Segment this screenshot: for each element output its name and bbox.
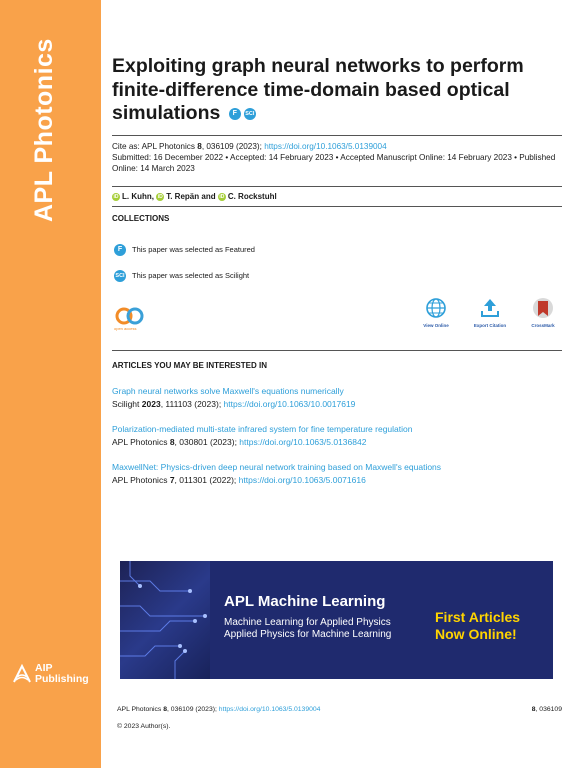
related-journal: APL Photonics bbox=[112, 436, 170, 447]
related-doi-link[interactable]: https://doi.org/10.1063/5.0071616 bbox=[238, 474, 366, 485]
article-title-text: Exploiting graph neural networks to perform finite-difference time-domain based optical simulations bbox=[112, 55, 524, 124]
cite-volume: 8 bbox=[197, 142, 202, 151]
orcid-icon[interactable]: iD bbox=[157, 193, 163, 200]
footer-volume: 8 bbox=[163, 706, 168, 713]
author-name[interactable]: L. Kuhn bbox=[122, 192, 152, 201]
banner-cta-line: Now Online! bbox=[435, 626, 517, 642]
globe-icon bbox=[425, 297, 447, 319]
related-article-title[interactable]: MaxwellNet: Physics-driven deep neural network training based on Maxwell's equations bbox=[112, 462, 442, 472]
cite-divider bbox=[112, 186, 562, 187]
citation-block bbox=[112, 141, 562, 174]
author-separator: and bbox=[199, 192, 218, 201]
footer-doi-link[interactable]: https://doi.org/10.1063/5.0139004 bbox=[218, 706, 321, 713]
crossmark-button[interactable] bbox=[518, 297, 568, 328]
tools-divider bbox=[112, 350, 562, 351]
related-doi-link[interactable]: https://doi.org/10.1063/5.0136842 bbox=[239, 436, 367, 447]
aip-publishing-logo[interactable] bbox=[12, 662, 96, 688]
orcid-icon[interactable]: iD bbox=[113, 193, 119, 200]
banner-circuit-graphic bbox=[120, 561, 210, 679]
banner-cta-line: First Articles bbox=[435, 609, 521, 625]
view-online-label: View Online bbox=[423, 323, 449, 328]
related-article[interactable] bbox=[112, 461, 562, 486]
collections-heading: COLLECTIONS bbox=[112, 214, 170, 223]
scilight-badge-icon[interactable]: SCI bbox=[244, 108, 256, 120]
footer-journal: APL Photonics bbox=[117, 706, 164, 713]
cite-line bbox=[112, 141, 562, 152]
author-name[interactable]: C. Rockstuhl bbox=[227, 192, 277, 201]
export-citation-label: Export Citation bbox=[473, 323, 507, 328]
banner-title: APL Machine Learning bbox=[224, 593, 386, 610]
crossmark-label: CrossMark bbox=[531, 323, 555, 328]
circuit-pattern-icon bbox=[120, 561, 210, 679]
journal-sidebar bbox=[0, 0, 101, 768]
footer-cite-rest: , 036109 (2023); bbox=[167, 706, 219, 713]
related-journal: APL Photonics bbox=[112, 474, 170, 485]
related-article-title[interactable]: Graph neural networks solve Maxwell's equations numerically bbox=[112, 386, 344, 396]
related-rest: , 030801 (2023); bbox=[174, 436, 240, 447]
orcid-icon[interactable]: iD bbox=[219, 193, 225, 200]
banner-subtitle-line: Machine Learning for Applied Physics bbox=[224, 617, 391, 628]
author-name[interactable]: T. Repän bbox=[166, 192, 200, 201]
scilight-badge-icon: SCI bbox=[114, 270, 126, 282]
banner-subtitle bbox=[224, 617, 391, 641]
article-doi-link[interactable]: https://doi.org/10.1063/5.0139004 bbox=[264, 142, 387, 151]
cite-label: Cite as: APL Photonics bbox=[112, 142, 198, 151]
journal-name: APL Photonics bbox=[30, 38, 58, 222]
related-article-title[interactable]: Polarization-mediated multi-state infrared system for fine temperature regulation bbox=[112, 424, 413, 434]
related-journal: Scilight bbox=[112, 398, 142, 409]
featured-badge-icon: F bbox=[114, 244, 126, 256]
footer-page-number bbox=[532, 706, 562, 713]
apl-machine-learning-banner[interactable] bbox=[120, 561, 553, 679]
title-divider bbox=[112, 135, 562, 136]
related-volume: 8 bbox=[169, 436, 175, 447]
crossmark-icon bbox=[532, 297, 554, 319]
footer-page-volume: 8 bbox=[531, 706, 536, 713]
related-rest: , 011301 (2022); bbox=[174, 474, 239, 485]
authors-divider bbox=[112, 206, 562, 207]
aip-logo-line2: Publishing bbox=[35, 673, 89, 685]
related-volume: 7 bbox=[169, 474, 175, 485]
related-article-cite bbox=[112, 398, 562, 411]
collection-item[interactable] bbox=[114, 244, 255, 256]
export-citation-button[interactable] bbox=[465, 297, 515, 328]
collection-item[interactable] bbox=[114, 270, 249, 282]
publication-history: Submitted: 16 December 2022 • Accepted: 14 February 2023 • Accepted Manuscript Online: 14 February 2023 • Published Online: 14 March 2023 bbox=[112, 153, 556, 173]
related-article-cite bbox=[112, 436, 562, 449]
related-heading: ARTICLES YOU MAY BE INTERESTED IN bbox=[112, 361, 267, 370]
related-article[interactable] bbox=[112, 385, 562, 410]
aip-logo-text bbox=[35, 663, 89, 685]
banner-cta[interactable] bbox=[435, 609, 520, 643]
open-access-logo bbox=[114, 306, 146, 332]
collection-text: This paper was selected as Featured bbox=[132, 244, 255, 254]
related-volume: 2023 bbox=[141, 398, 161, 409]
cite-rest: , 036109 (2023); bbox=[201, 142, 265, 151]
page-footer bbox=[117, 706, 562, 713]
view-online-button[interactable] bbox=[411, 297, 461, 328]
aip-logo-line1: AIP bbox=[35, 662, 53, 674]
open-access-icon bbox=[114, 306, 146, 326]
footer-page-rest: , 036109 bbox=[535, 706, 562, 713]
open-access-label: open access bbox=[114, 326, 137, 331]
related-doi-link[interactable]: https://doi.org/10.1063/10.0017619 bbox=[223, 398, 356, 409]
author-list bbox=[112, 192, 277, 201]
collection-text: This paper was selected as Scilight bbox=[132, 270, 250, 280]
featured-badge-icon[interactable]: F bbox=[229, 108, 241, 120]
related-article[interactable] bbox=[112, 423, 562, 448]
copyright-notice: © 2023 Author(s). bbox=[117, 723, 171, 730]
related-article-cite bbox=[112, 474, 562, 487]
article-title bbox=[112, 55, 562, 126]
aip-logo-icon bbox=[12, 664, 32, 684]
author-separator: , bbox=[151, 192, 157, 201]
export-icon bbox=[479, 297, 501, 319]
related-rest: , 111103 (2023); bbox=[160, 398, 224, 409]
banner-subtitle-line: Applied Physics for Machine Learning bbox=[224, 629, 392, 640]
